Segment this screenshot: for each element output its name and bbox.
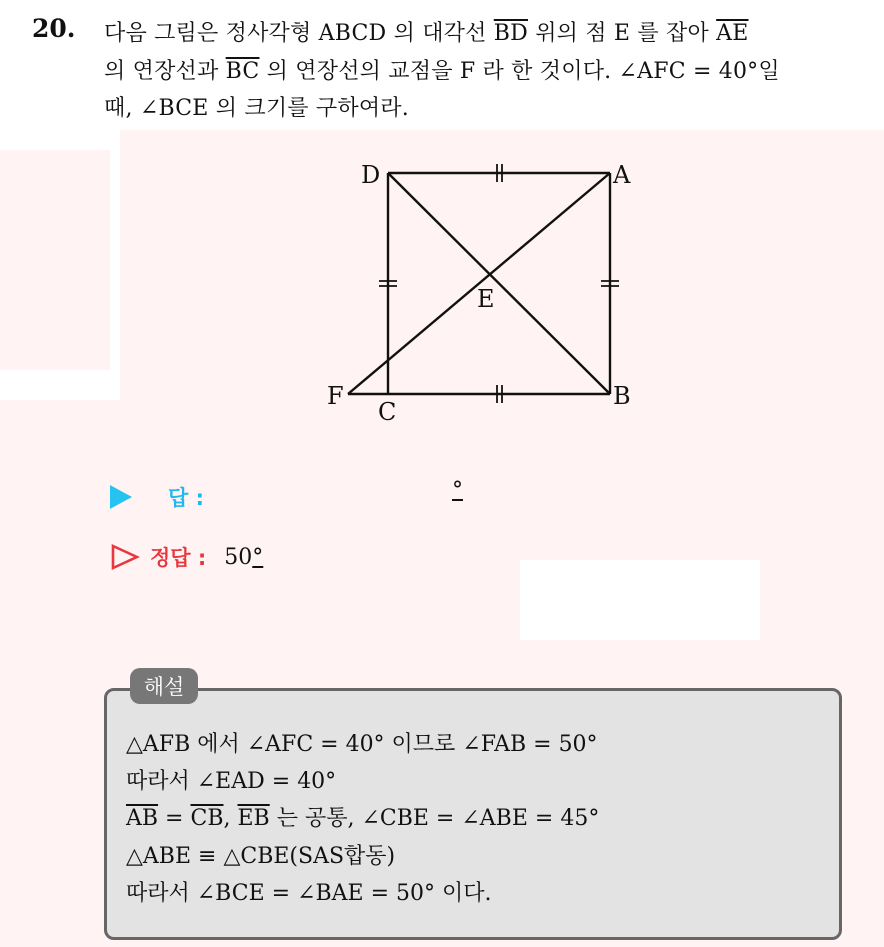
question-text: 의 연장선의 교점을 F 라 한 것이다. ∠AFC = 40°일: [259, 59, 780, 84]
point-label-e: E: [477, 285, 495, 313]
correct-answer-number: 50: [224, 544, 253, 570]
explanation-line-1: △AFB 에서 ∠AFC = 40° 이므로 ∠FAB = 50°: [126, 732, 598, 757]
outline-triangle-icon: [110, 543, 140, 571]
equals-sign: =: [158, 806, 191, 831]
question-text: 다음 그림은 정사각형 ABCD 의 대각선: [104, 21, 494, 46]
vertex-label-d: D: [361, 161, 381, 189]
explanation-line-3: [126, 801, 599, 832]
explanation-line-4: △ABE ≡ △CBE(SAS합동): [126, 844, 396, 869]
question-text: 위의 점 E 를 잡아: [528, 21, 717, 46]
explanation-line-5: 따라서 ∠BCE = ∠BAE = 50° 이다.: [126, 881, 492, 906]
segment-ab: $\overline{AB}$: [126, 806, 159, 831]
question-number: 20.: [32, 14, 76, 43]
answer-label: 답 :: [168, 486, 204, 510]
segment-ae: $\overline{AE}$: [716, 21, 749, 46]
question-line-2: [104, 54, 780, 85]
correct-answer-unit: °: [252, 544, 264, 570]
segment-bd: $\overline{BD}$: [493, 21, 528, 46]
explanation-tag: 해설: [130, 668, 198, 704]
segment-bc: $\overline{BC}$: [225, 59, 260, 84]
square-diagram: [320, 150, 640, 430]
question-line-1: [104, 16, 749, 47]
point-label-f: F: [327, 382, 344, 410]
correct-answer-value: [224, 545, 263, 570]
segment-eb: $\overline{EB}$: [237, 806, 270, 831]
vertex-label-a: A: [613, 161, 631, 189]
answer-blank-unit: °: [452, 478, 463, 503]
question-line-3: 때, ∠BCE 의 크기를 구하여라.: [104, 96, 409, 121]
answer-row: [110, 482, 204, 512]
explanation-line-2: 따라서 ∠EAD = 40°: [126, 769, 337, 794]
correct-answer-label: 정답 :: [150, 546, 207, 570]
segment-cb: $\overline{CB}$: [190, 806, 224, 831]
vertex-label-b: B: [613, 382, 631, 410]
question-text: 의 연장선과: [104, 59, 226, 84]
correct-answer-row: [110, 542, 263, 572]
play-triangle-icon: [110, 485, 132, 509]
explanation-text: 는 공통, ∠CBE = ∠ABE = 45°: [269, 806, 600, 831]
diagonal-db: [388, 173, 610, 394]
comma: ,: [223, 806, 238, 831]
vertex-label-c: C: [378, 398, 397, 426]
